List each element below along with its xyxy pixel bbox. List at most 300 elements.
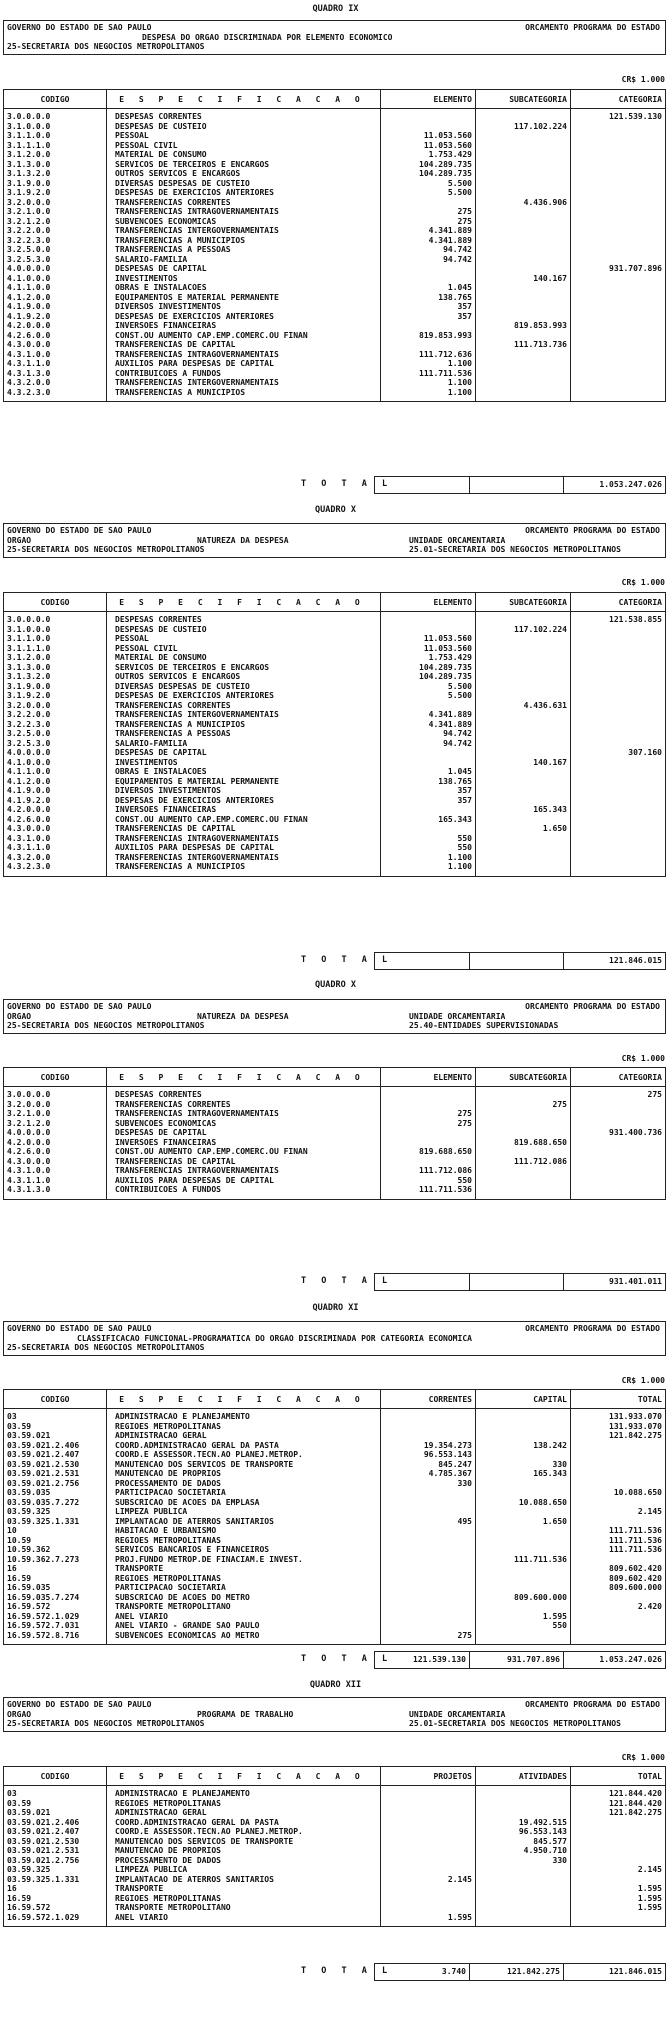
row-code: 16.59.572.1.029 [4,1612,107,1622]
row-value-3: 111.711.536 [571,1526,666,1536]
row-specification: TRANSFERENCIAS INTERGOVERNAMENTAIS [107,710,381,720]
row-specification: LIMPEZA PUBLICA [107,1507,381,1517]
row-value-3 [571,1612,666,1622]
row-code: 3.2.0.0.0 [4,1100,107,1110]
table-row [4,359,666,369]
row-specification: COORD.ADMINISTRACAO GERAL DA PASTA [107,1818,381,1828]
total-value: 121.846.015 [563,1963,666,1981]
table-row [4,150,666,160]
row-code: 03 [4,1786,107,1799]
report-header [3,20,666,55]
row-value-2 [476,682,571,692]
row-specification: MATERIAL DE CONSUMO [107,653,381,663]
row-value-1: 11.053.560 [381,634,476,644]
header-line1-left: GOVERNO DO ESTADO DE SAO PAULO [7,526,152,535]
header-line2-center: NATUREZA DA DESPESA [197,1011,289,1021]
row-value-3: 275 [571,1087,666,1100]
row-specification: TRANSFERENCIAS DE CAPITAL [107,340,381,350]
total-row [0,476,671,494]
row-value-2 [476,1808,571,1818]
table-row [4,862,666,876]
quadro-title: QUADRO XII [309,1680,362,1690]
row-value-2 [476,1865,571,1875]
row-specification: TRANSFERENCIAS A MUNICIPIOS [107,720,381,730]
table-row [4,369,666,379]
row-code: 03.59.325.1.331 [4,1517,107,1527]
budget-table [3,1389,666,1645]
row-code: 16.59.572.7.031 [4,1621,107,1631]
row-value-3: 809.600.000 [571,1583,666,1593]
row-value-3 [571,720,666,730]
row-value-2 [476,1574,571,1584]
row-code: 3.2.1.0.0 [4,1109,107,1119]
table-header-row [4,1068,666,1087]
table-row [4,293,666,303]
row-value-3 [571,217,666,227]
row-value-3 [571,283,666,293]
row-code: 4.3.1.1.0 [4,843,107,853]
header-line2-center: NATUREZA DA DESPESA [197,535,289,545]
row-value-2: 4.436.631 [476,701,571,711]
row-code: 16 [4,1564,107,1574]
row-value-3: 307.160 [571,748,666,758]
total-value [469,952,564,970]
row-code: 4.3.1.0.0 [4,1166,107,1176]
row-value-1: 94.742 [381,729,476,739]
row-value-2 [476,302,571,312]
table-row [4,283,666,293]
row-value-3 [571,1109,666,1119]
row-code: 4.1.1.0.0 [4,283,107,293]
row-specification: MANUTENCAO DOS SERVICOS DE TRANSPORTE [107,1837,381,1847]
column-header: ELEMENTO [381,90,476,109]
row-value-2 [476,1431,571,1441]
row-value-3 [571,644,666,654]
row-value-1: 1.100 [381,853,476,863]
row-specification: TRANSFERENCIAS CORRENTES [107,198,381,208]
row-specification: REGIOES METROPOLITANAS [107,1799,381,1809]
header-line2-right: UNIDADE ORCAMENTARIA [409,1709,506,1719]
column-header: TOTAL [571,1390,666,1409]
row-value-3 [571,179,666,189]
row-code: 3.1.2.0.0 [4,150,107,160]
table-row [4,748,666,758]
row-value-2 [476,1583,571,1593]
row-value-1: 11.053.560 [381,644,476,654]
column-header: ELEMENTO [381,1068,476,1087]
row-value-1 [381,1138,476,1148]
row-specification: EQUIPAMENTOS E MATERIAL PERMANENTE [107,777,381,787]
row-value-1 [381,625,476,635]
header-line [7,536,662,546]
row-value-1: 138.765 [381,293,476,303]
row-specification: AUXILIOS PARA DESPESAS DE CAPITAL [107,843,381,853]
row-code: 3.1.1.1.0 [4,644,107,654]
row-value-3 [571,1138,666,1148]
total-row [0,952,671,970]
table-row [4,236,666,246]
row-value-2: 117.102.224 [476,122,571,132]
row-value-1: 1.045 [381,283,476,293]
table-row [4,1479,666,1489]
row-value-2 [476,786,571,796]
row-value-2 [476,1894,571,1904]
row-value-2 [476,796,571,806]
row-code: 3.1.1.0.0 [4,634,107,644]
row-code: 16.59.572.1.029 [4,1913,107,1927]
row-value-1 [381,701,476,711]
row-value-2 [476,634,571,644]
row-value-3: 2.145 [571,1507,666,1517]
row-value-2 [476,720,571,730]
table-row [4,1147,666,1157]
header-line3-left: 25-SECRETARIA DOS NEGOCIOS METROPOLITANOS [7,1343,205,1352]
row-value-2 [476,1422,571,1432]
row-value-2 [476,188,571,198]
row-value-3 [571,777,666,787]
row-value-3 [571,169,666,179]
row-value-3 [571,634,666,644]
header-line [7,1002,662,1012]
row-value-2 [476,283,571,293]
row-value-1: 1.100 [381,388,476,402]
row-value-3 [571,1479,666,1489]
table-row [4,226,666,236]
row-value-2 [476,369,571,379]
row-specification: MANUTENCAO DE PROPRIOS [107,1469,381,1479]
row-code: 03.59.325.1.331 [4,1875,107,1885]
row-value-2 [476,1903,571,1913]
row-value-3: 121.844.420 [571,1799,666,1809]
row-value-1: 5.500 [381,682,476,692]
table-row [4,1884,666,1894]
row-specification: REGIOES METROPOLITANAS [107,1422,381,1432]
row-value-3 [571,160,666,170]
row-code: 03 [4,1409,107,1422]
row-specification: TRANSFERENCIAS INTRAGOVERNAMENTAIS [107,1109,381,1119]
row-value-1 [381,1808,476,1818]
row-value-1 [381,109,476,122]
row-value-2 [476,179,571,189]
table-row [4,1119,666,1129]
table-row [4,758,666,768]
row-code: 16.59.572 [4,1903,107,1913]
row-value-1 [381,1409,476,1422]
row-value-2 [476,1185,571,1199]
row-value-1 [381,824,476,834]
row-code: 4.3.2.3.0 [4,388,107,402]
row-specification: SUBVENCOES ECONOMICAS [107,1119,381,1129]
row-code: 3.1.1.0.0 [4,131,107,141]
row-specification: MANUTENCAO DE PROPRIOS [107,1846,381,1856]
row-value-1 [381,1818,476,1828]
row-value-2: 165.343 [476,805,571,815]
budget-table [3,1067,666,1200]
row-code: 4.1.9.0.0 [4,786,107,796]
row-code: 03.59.021.2.756 [4,1856,107,1866]
row-value-2 [476,1409,571,1422]
row-value-1 [381,1498,476,1508]
row-value-2: 819.688.650 [476,1138,571,1148]
row-value-3 [571,122,666,132]
row-value-3 [571,815,666,825]
row-code: 4.0.0.0.0 [4,1128,107,1138]
row-value-1 [381,748,476,758]
row-value-1 [381,1431,476,1441]
row-value-3 [571,1555,666,1565]
row-code: 4.3.2.3.0 [4,862,107,876]
header-line1-right: ORCAMENTO PROGRAMA DO ESTADO [525,23,660,32]
row-value-2: 140.167 [476,758,571,768]
table-row [4,1460,666,1470]
total-value: 931.401.011 [563,1273,666,1291]
row-code: 4.2.0.0.0 [4,1138,107,1148]
row-specification: IMPLANTACAO DE ATERROS SANITARIOS [107,1517,381,1527]
column-header: TOTAL [571,1767,666,1786]
row-specification: TRANSFERENCIAS INTERGOVERNAMENTAIS [107,378,381,388]
row-value-3 [571,1913,666,1927]
table-row [4,1837,666,1847]
header-line2-center: PROGRAMA DE TRABALHO [197,1709,294,1719]
row-value-3 [571,1593,666,1603]
table-row [4,1545,666,1555]
row-value-2 [476,815,571,825]
header-line [7,1700,662,1710]
row-value-2 [476,691,571,701]
total-value: 121.539.130 [374,1651,470,1669]
budget-table [3,89,666,402]
row-code: 03.59.021.2.531 [4,1846,107,1856]
row-value-2 [476,217,571,227]
row-value-1: 550 [381,834,476,844]
row-value-3 [571,625,666,635]
row-value-1: 275 [381,1631,476,1645]
row-code: 3.1.3.2.0 [4,169,107,179]
table-row [4,388,666,402]
row-specification: TRANSFERENCIAS INTERGOVERNAMENTAIS [107,226,381,236]
row-specification: PROCESSAMENTO DE DADOS [107,1479,381,1489]
row-code: 3.2.2.3.0 [4,720,107,730]
report-header [3,1697,666,1732]
row-value-1: 111.712.636 [381,350,476,360]
row-value-1 [381,1128,476,1138]
row-specification: REGIOES METROPOLITANAS [107,1574,381,1584]
table-row [4,378,666,388]
row-specification: ADMINISTRACAO E PLANEJAMENTO [107,1409,381,1422]
row-value-3 [571,1856,666,1866]
row-value-1: 1.045 [381,767,476,777]
row-specification: AUXILIOS PARA DESPESAS DE CAPITAL [107,359,381,369]
column-header: SUBCATEGORIA [476,1068,571,1087]
row-value-1: 2.145 [381,1875,476,1885]
column-header: CODIGO [4,593,107,612]
row-value-1 [381,1574,476,1584]
row-specification: SALARIO-FAMILIA [107,255,381,265]
row-value-3 [571,1441,666,1451]
row-specification: ADMINISTRACAO E PLANEJAMENTO [107,1786,381,1799]
row-value-2 [476,236,571,246]
row-value-3 [571,150,666,160]
row-value-1 [381,1786,476,1799]
row-code: 10 [4,1526,107,1536]
row-value-2: 330 [476,1460,571,1470]
row-specification: ANEL VIARIO [107,1612,381,1622]
row-value-2: 845.577 [476,1837,571,1847]
row-code: 4.1.9.0.0 [4,302,107,312]
column-header: CODIGO [4,1767,107,1786]
row-specification: PESSOAL CIVIL [107,141,381,151]
row-specification: EQUIPAMENTOS E MATERIAL PERMANENTE [107,293,381,303]
header-line [7,1324,662,1334]
table-row [4,1786,666,1799]
row-code: 4.2.0.0.0 [4,321,107,331]
table-row [4,1128,666,1138]
row-value-1: 4.341.889 [381,226,476,236]
total-value [469,1273,564,1291]
row-specification: DESPESAS DE EXERCICIOS ANTERIORES [107,312,381,322]
row-specification: OUTROS SERVICOS E ENCARGOS [107,672,381,682]
row-value-3 [571,824,666,834]
row-value-1: 111.711.536 [381,369,476,379]
row-code: 16.59.035.7.274 [4,1593,107,1603]
table-row [4,321,666,331]
row-value-1 [381,1507,476,1517]
row-value-3 [571,1157,666,1167]
row-specification: TRANSFERENCIAS INTRAGOVERNAMENTAIS [107,350,381,360]
row-value-3 [571,710,666,720]
row-value-1 [381,1422,476,1432]
row-code: 3.2.1.2.0 [4,217,107,227]
row-code: 3.1.9.0.0 [4,179,107,189]
header-line2-left: ORGAO [7,1011,32,1021]
table-row [4,1612,666,1622]
row-code: 4.2.6.0.0 [4,1147,107,1157]
row-code: 16.59.035 [4,1583,107,1593]
table-row [4,160,666,170]
row-specification: COORD.ADMINISTRACAO GERAL DA PASTA [107,1441,381,1451]
row-specification: ADMINISTRACAO GERAL [107,1431,381,1441]
row-value-3 [571,312,666,322]
column-header: E S P E C I F I C A C A O [107,1068,381,1087]
table-row [4,720,666,730]
row-value-2: 550 [476,1621,571,1631]
row-value-2 [476,331,571,341]
row-code: 4.2.6.0.0 [4,331,107,341]
row-value-3 [571,767,666,777]
row-value-3 [571,1621,666,1631]
row-specification: CONTRIBUICOES A FUNDOS [107,369,381,379]
table-row [4,1583,666,1593]
row-value-3 [571,378,666,388]
table-row [4,1903,666,1913]
row-value-3 [571,1176,666,1186]
table-row [4,198,666,208]
row-specification: PESSOAL [107,634,381,644]
row-value-3 [571,1460,666,1470]
row-value-2 [476,653,571,663]
row-code: 4.3.0.0.0 [4,1157,107,1167]
row-value-1: 11.053.560 [381,131,476,141]
column-header: E S P E C I F I C A C A O [107,90,381,109]
table-row [4,1441,666,1451]
row-value-2 [476,1166,571,1176]
table-row [4,672,666,682]
row-value-3 [571,834,666,844]
row-value-1: 1.595 [381,1913,476,1927]
quadro-title: QUADRO IX [312,4,359,14]
row-value-2 [476,160,571,170]
header-line [7,1710,662,1720]
row-specification: TRANSFERENCIAS INTERGOVERNAMENTAIS [107,853,381,863]
row-value-3 [571,1837,666,1847]
row-value-2 [476,1147,571,1157]
row-code: 03.59.021.2.406 [4,1441,107,1451]
row-value-2: 1.595 [476,1612,571,1622]
row-value-3: 1.595 [571,1894,666,1904]
table-row [4,312,666,322]
row-value-3: 121.842.275 [571,1431,666,1441]
row-value-1 [381,1157,476,1167]
table-row [4,1808,666,1818]
row-code: 4.3.1.0.0 [4,350,107,360]
currency-unit: CR$ 1.000 [621,1376,665,1385]
row-value-1: 5.500 [381,691,476,701]
row-specification: SUBSCRICAO DE ACOES DA EMPLASA [107,1498,381,1508]
row-specification: PESSOAL [107,131,381,141]
row-value-1: 550 [381,843,476,853]
row-value-1: 4.341.889 [381,710,476,720]
row-value-3 [571,302,666,312]
row-code: 4.1.2.0.0 [4,293,107,303]
row-value-3 [571,331,666,341]
row-code: 4.3.1.3.0 [4,1185,107,1199]
row-specification: DESPESAS CORRENTES [107,109,381,122]
table-row [4,350,666,360]
row-value-1 [381,1856,476,1866]
column-header: CAPITAL [476,1390,571,1409]
table-row [4,1488,666,1498]
table-row [4,1818,666,1828]
header-line3-left: 25-SECRETARIA DOS NEGOCIOS METROPOLITANOS [7,1719,205,1728]
row-value-3 [571,682,666,692]
header-line [7,545,662,555]
row-code: 3.2.2.3.0 [4,236,107,246]
row-value-2 [476,853,571,863]
row-value-3 [571,1818,666,1828]
row-value-1: 1.753.429 [381,653,476,663]
row-specification: SERVICOS DE TERCEIROS E ENCARGOS [107,160,381,170]
row-code: 3.1.9.0.0 [4,682,107,692]
table-row [4,853,666,863]
row-code: 4.2.6.0.0 [4,815,107,825]
table-header-row [4,90,666,109]
row-specification: DESPESAS DE CAPITAL [107,1128,381,1138]
row-value-3 [571,862,666,876]
row-code: 4.3.1.1.0 [4,1176,107,1186]
row-value-1 [381,1526,476,1536]
table-row [4,701,666,711]
table-row [4,815,666,825]
row-value-1: 819.853.993 [381,331,476,341]
row-code: 03.59.035.7.272 [4,1498,107,1508]
row-specification: TRANSFERENCIAS A MUNICIPIOS [107,862,381,876]
row-value-1 [381,1555,476,1565]
row-specification: CONTRIBUICOES A FUNDOS [107,1185,381,1199]
row-value-1: 111.711.536 [381,1185,476,1199]
row-code: 3.1.9.2.0 [4,691,107,701]
header-line2-left: ORGAO [7,535,32,545]
row-value-3: 111.711.536 [571,1536,666,1546]
